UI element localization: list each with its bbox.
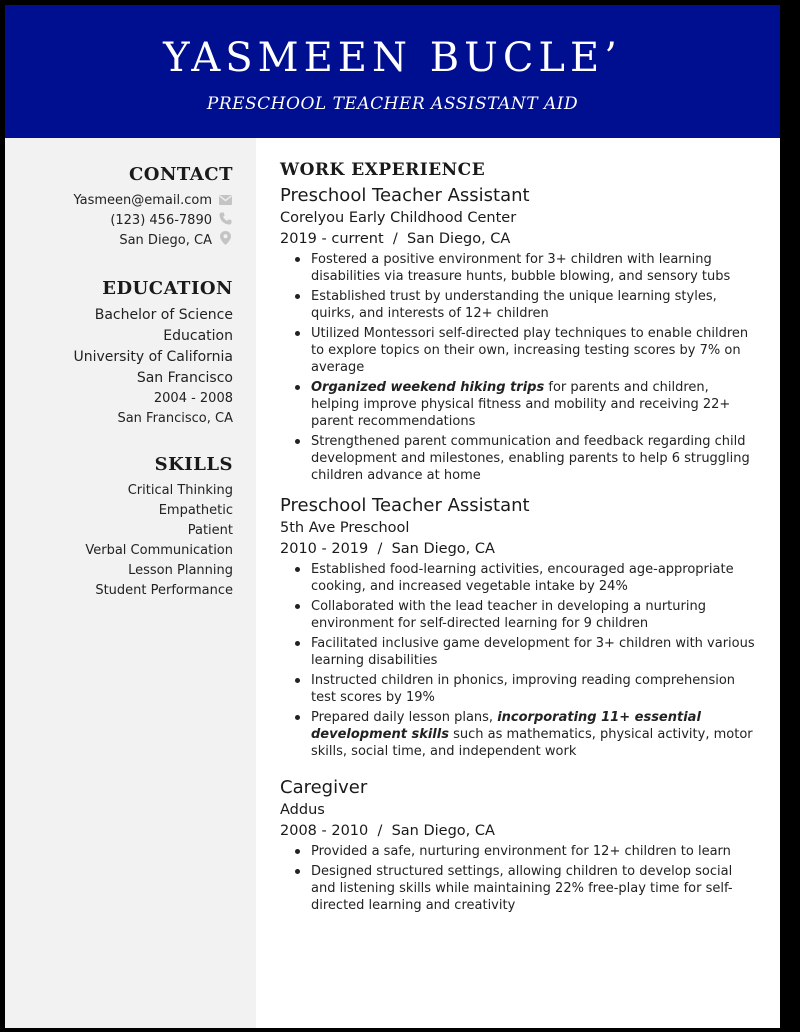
job-separator: / [377,541,383,557]
bullet-emphasis: Organized weekend hiking trips [311,380,545,395]
job-bullet [280,288,760,322]
work-experience-heading: WORK EXPERIENCE [280,160,486,180]
job-bullet [280,598,760,632]
degree-line-1: Bachelor of Science [94,307,233,323]
resume-header [5,5,780,138]
job-entry [280,494,760,760]
contact-location [23,231,233,251]
education-heading: EDUCATION [102,278,233,299]
job-company: Corelyou Early Childhood Center [280,210,517,226]
bullet-text: Established trust by understanding the unique learning styles, quirks, and interests of 12+ children [311,289,717,321]
job-location: San Diego, CA [407,231,511,247]
job-bullet [280,251,760,285]
job-location: San Diego, CA [391,823,495,839]
job-bullet [280,379,760,430]
job-location: San Diego, CA [391,541,495,557]
job-dates: 2010 - 2019 [280,541,369,557]
bullet-text: Fostered a positive environment for 3+ children with learning disabilities via treasure hunts, bubble blowing, and sensory tubs [311,252,731,284]
job-title: Caregiver [280,777,368,798]
job-dates-location [280,229,760,250]
job-company: Addus [280,802,325,818]
contact-email [23,191,233,211]
job-separator: / [377,823,383,839]
job-dates-location [280,539,760,560]
skill-item: Patient [187,523,233,538]
candidate-title: PRESCHOOL TEACHER ASSISTANT AID [206,94,579,114]
skill-item: Student Performance [95,583,233,598]
skill-item: Lesson Planning [128,563,233,578]
school-line-2: San Francisco [136,370,233,386]
candidate-name: YASMEEN BUCLE’ [163,35,622,81]
location-text: San Diego, CA [119,233,212,248]
job-entry [280,776,760,914]
job-entry [280,184,760,484]
job-title: Preschool Teacher Assistant [280,495,530,516]
bullet-text: Collaborated with the lead teacher in developing a nurturing environment for self-directed learning for 9 children [311,599,706,631]
job-company: 5th Ave Preschool [280,520,410,536]
job-dates-location [280,821,760,842]
bullet-emphasis: incorporating 11+ essential development skills [311,710,701,742]
bullet-text: Instructed children in phonics, improving reading comprehension test scores by 19% [311,673,736,705]
phone-icon [217,211,233,231]
skills-heading: SKILLS [154,454,233,475]
job-bullet [280,635,760,669]
map-pin-icon [217,231,233,251]
job-bullet [280,843,760,860]
job-bullet [280,433,760,484]
envelope-icon [217,191,233,211]
degree-line-2: Education [163,328,233,344]
job-separator: / [392,231,398,247]
bullet-text: Designed structured settings, allowing children to develop social and listening skills while maintaining 22% free-play time for self-directed learning and creativity [311,864,733,913]
contact-phone [23,211,233,231]
job-title: Preschool Teacher Assistant [280,185,530,206]
bullet-text: for parents and children, helping improve physical fitness and mobility and receiving 22+ parent recommendations [311,380,731,429]
sidebar [5,138,256,1028]
job-bullet [280,325,760,376]
bullet-text: Provided a safe, nurturing environment for 12+ children to learn [311,844,731,859]
skill-item: Empathetic [158,503,233,518]
education-years: 2004 - 2008 [153,391,233,406]
skill-item: Verbal Communication [85,543,233,558]
main-content [280,158,760,924]
bullet-text: Strengthened parent communication and feedback regarding child development and milestones, enabling parents to help 6 struggling children advance at home [311,434,750,483]
education-location: San Francisco, CA [117,411,233,426]
job-dates: 2019 - current [280,231,384,247]
contact-heading: CONTACT [128,164,233,185]
job-bullet [280,863,760,914]
resume-page [5,5,780,1028]
bullet-text: Utilized Montessori self-directed play techniques to enable children to explore topics on their own, increasing testing scores by 7% on average [311,326,749,375]
bullet-text: Prepared daily lesson plans, [311,710,498,725]
school-line-1: University of California [73,349,233,365]
skill-item: Critical Thinking [127,483,233,498]
email-text: Yasmeen@email.com [73,193,212,208]
job-dates: 2008 - 2010 [280,823,369,839]
job-bullet [280,709,760,760]
job-bullet [280,561,760,595]
bullet-text: Established food-learning activities, encouraged age-appropriate cooking, and increased vegetable intake by 24% [311,562,734,594]
phone-text: (123) 456-7890 [110,213,212,228]
bullet-text: such as mathematics, physical activity, motor skills, social time, and independent work [311,727,753,759]
bullet-text: Facilitated inclusive game development for 3+ children with various learning disabilities [311,636,755,668]
job-bullet [280,672,760,706]
